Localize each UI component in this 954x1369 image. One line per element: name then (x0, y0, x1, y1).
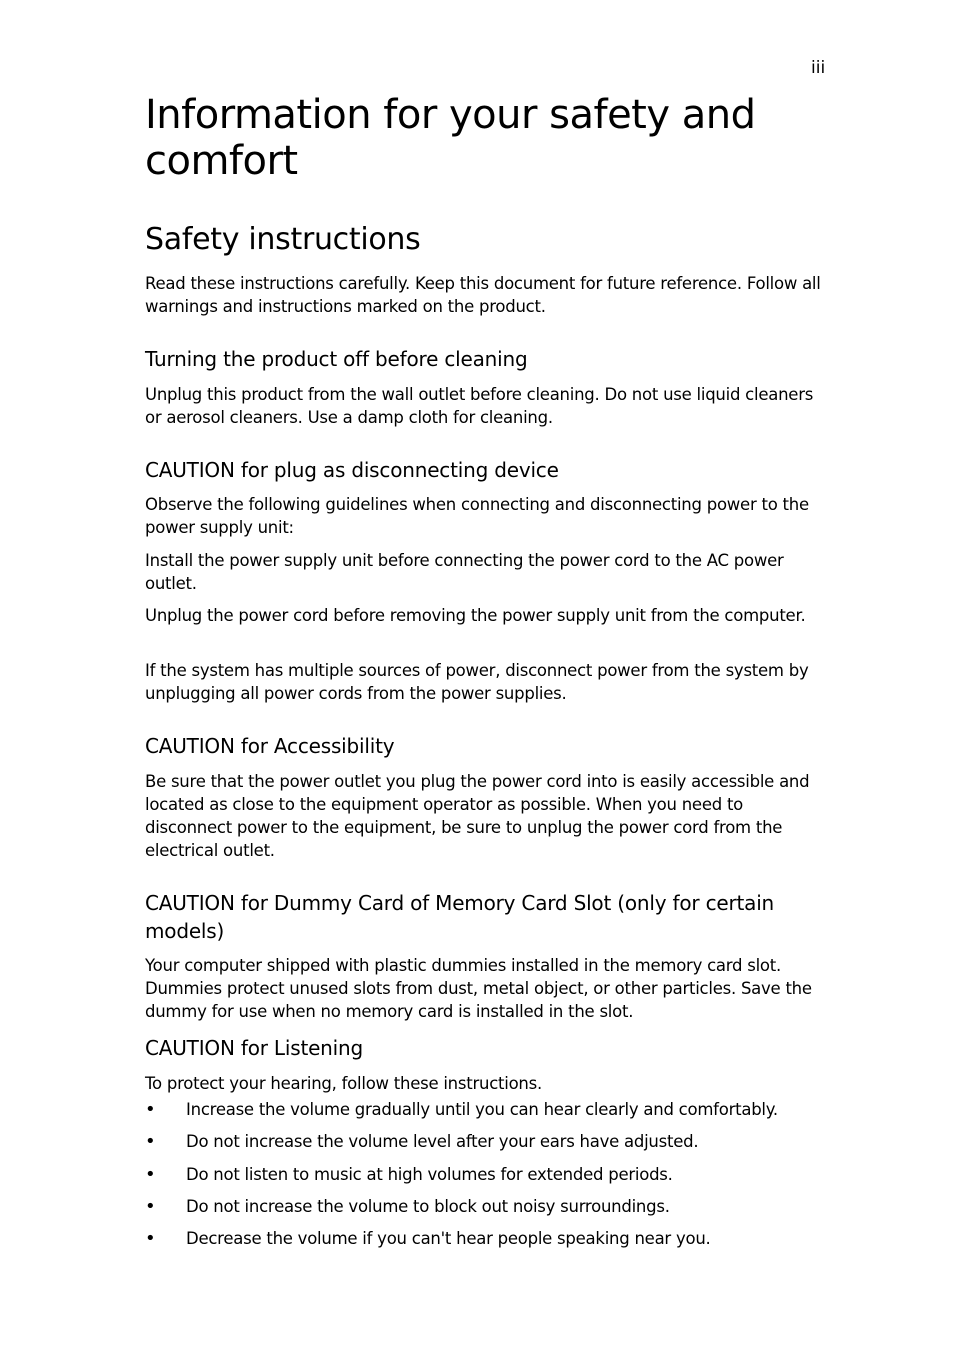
listening-heading: CAUTION for Listening (145, 1036, 363, 1060)
bullet-icon: • (145, 1131, 156, 1153)
bullet-icon: • (145, 1195, 156, 1217)
bullet-icon: • (145, 1099, 156, 1120)
plug-caution-paragraph: Unplug the power cord before removing the power supply unit from the computer. (145, 606, 806, 625)
bullet-icon: • (145, 1228, 156, 1250)
plug-caution-paragraph: If the system has multiple sources of power, disconnect power from the system by unplugging all power cords from the power supplies. (145, 661, 809, 703)
plug-caution-paragraph: Observe the following guidelines when connecting and disconnecting power to the power supply unit: (145, 495, 809, 537)
plug-caution-paragraph: Install the power supply unit before connecting the power cord to the AC power outlet. (145, 551, 784, 593)
list-item-text: Increase the volume gradually until you can hear clearly and comfortably. (186, 1100, 778, 1119)
dummy-card-paragraph: Your computer shipped with plastic dummies installed in the memory card slot. Dummies protect unused slots from dust, metal object, or other particles. Save the dummy for use when no memory card is installed in the slot. (145, 956, 812, 1021)
dummy-card-heading: CAUTION for Dummy Card of Memory Card Slot (only for certain models) (145, 891, 775, 943)
list-item-text: Do not increase the volume to block out noisy surroundings. (186, 1196, 670, 1216)
plug-caution-heading: CAUTION for plug as disconnecting device (145, 458, 559, 482)
turning-off-heading: Turning the product off before cleaning (145, 347, 528, 371)
intro-paragraph: Read these instructions carefully. Keep this document for future reference. Follow all warnings and instructions marked on the product. (145, 274, 821, 316)
section-title: Safety instructions (145, 222, 421, 257)
accessibility-paragraph: Be sure that the power outlet you plug the power cord into is easily accessible and located as close to the equipment operator as possible. When you need to disconnect power to the equipment, be sure to unplug the power cord from the electrical outlet. (145, 772, 810, 860)
listening-intro: To protect your hearing, follow these instructions. (145, 1074, 542, 1093)
list-item-text: Do not increase the volume level after your ears have adjusted. (186, 1132, 699, 1152)
list-item-text: Do not listen to music at high volumes for extended periods. (186, 1164, 673, 1184)
turning-off-paragraph: Unplug this product from the wall outlet before cleaning. Do not use liquid cleaners or aerosol cleaners. Use a damp cloth for cleaning. (145, 385, 814, 427)
accessibility-heading: CAUTION for Accessibility (145, 734, 395, 758)
list-item-text: Decrease the volume if you can't hear people speaking near you. (186, 1229, 711, 1249)
document-title: Information for your safety and comfort (145, 92, 756, 184)
bullet-icon: • (145, 1163, 156, 1185)
page-number: iii (811, 58, 826, 78)
